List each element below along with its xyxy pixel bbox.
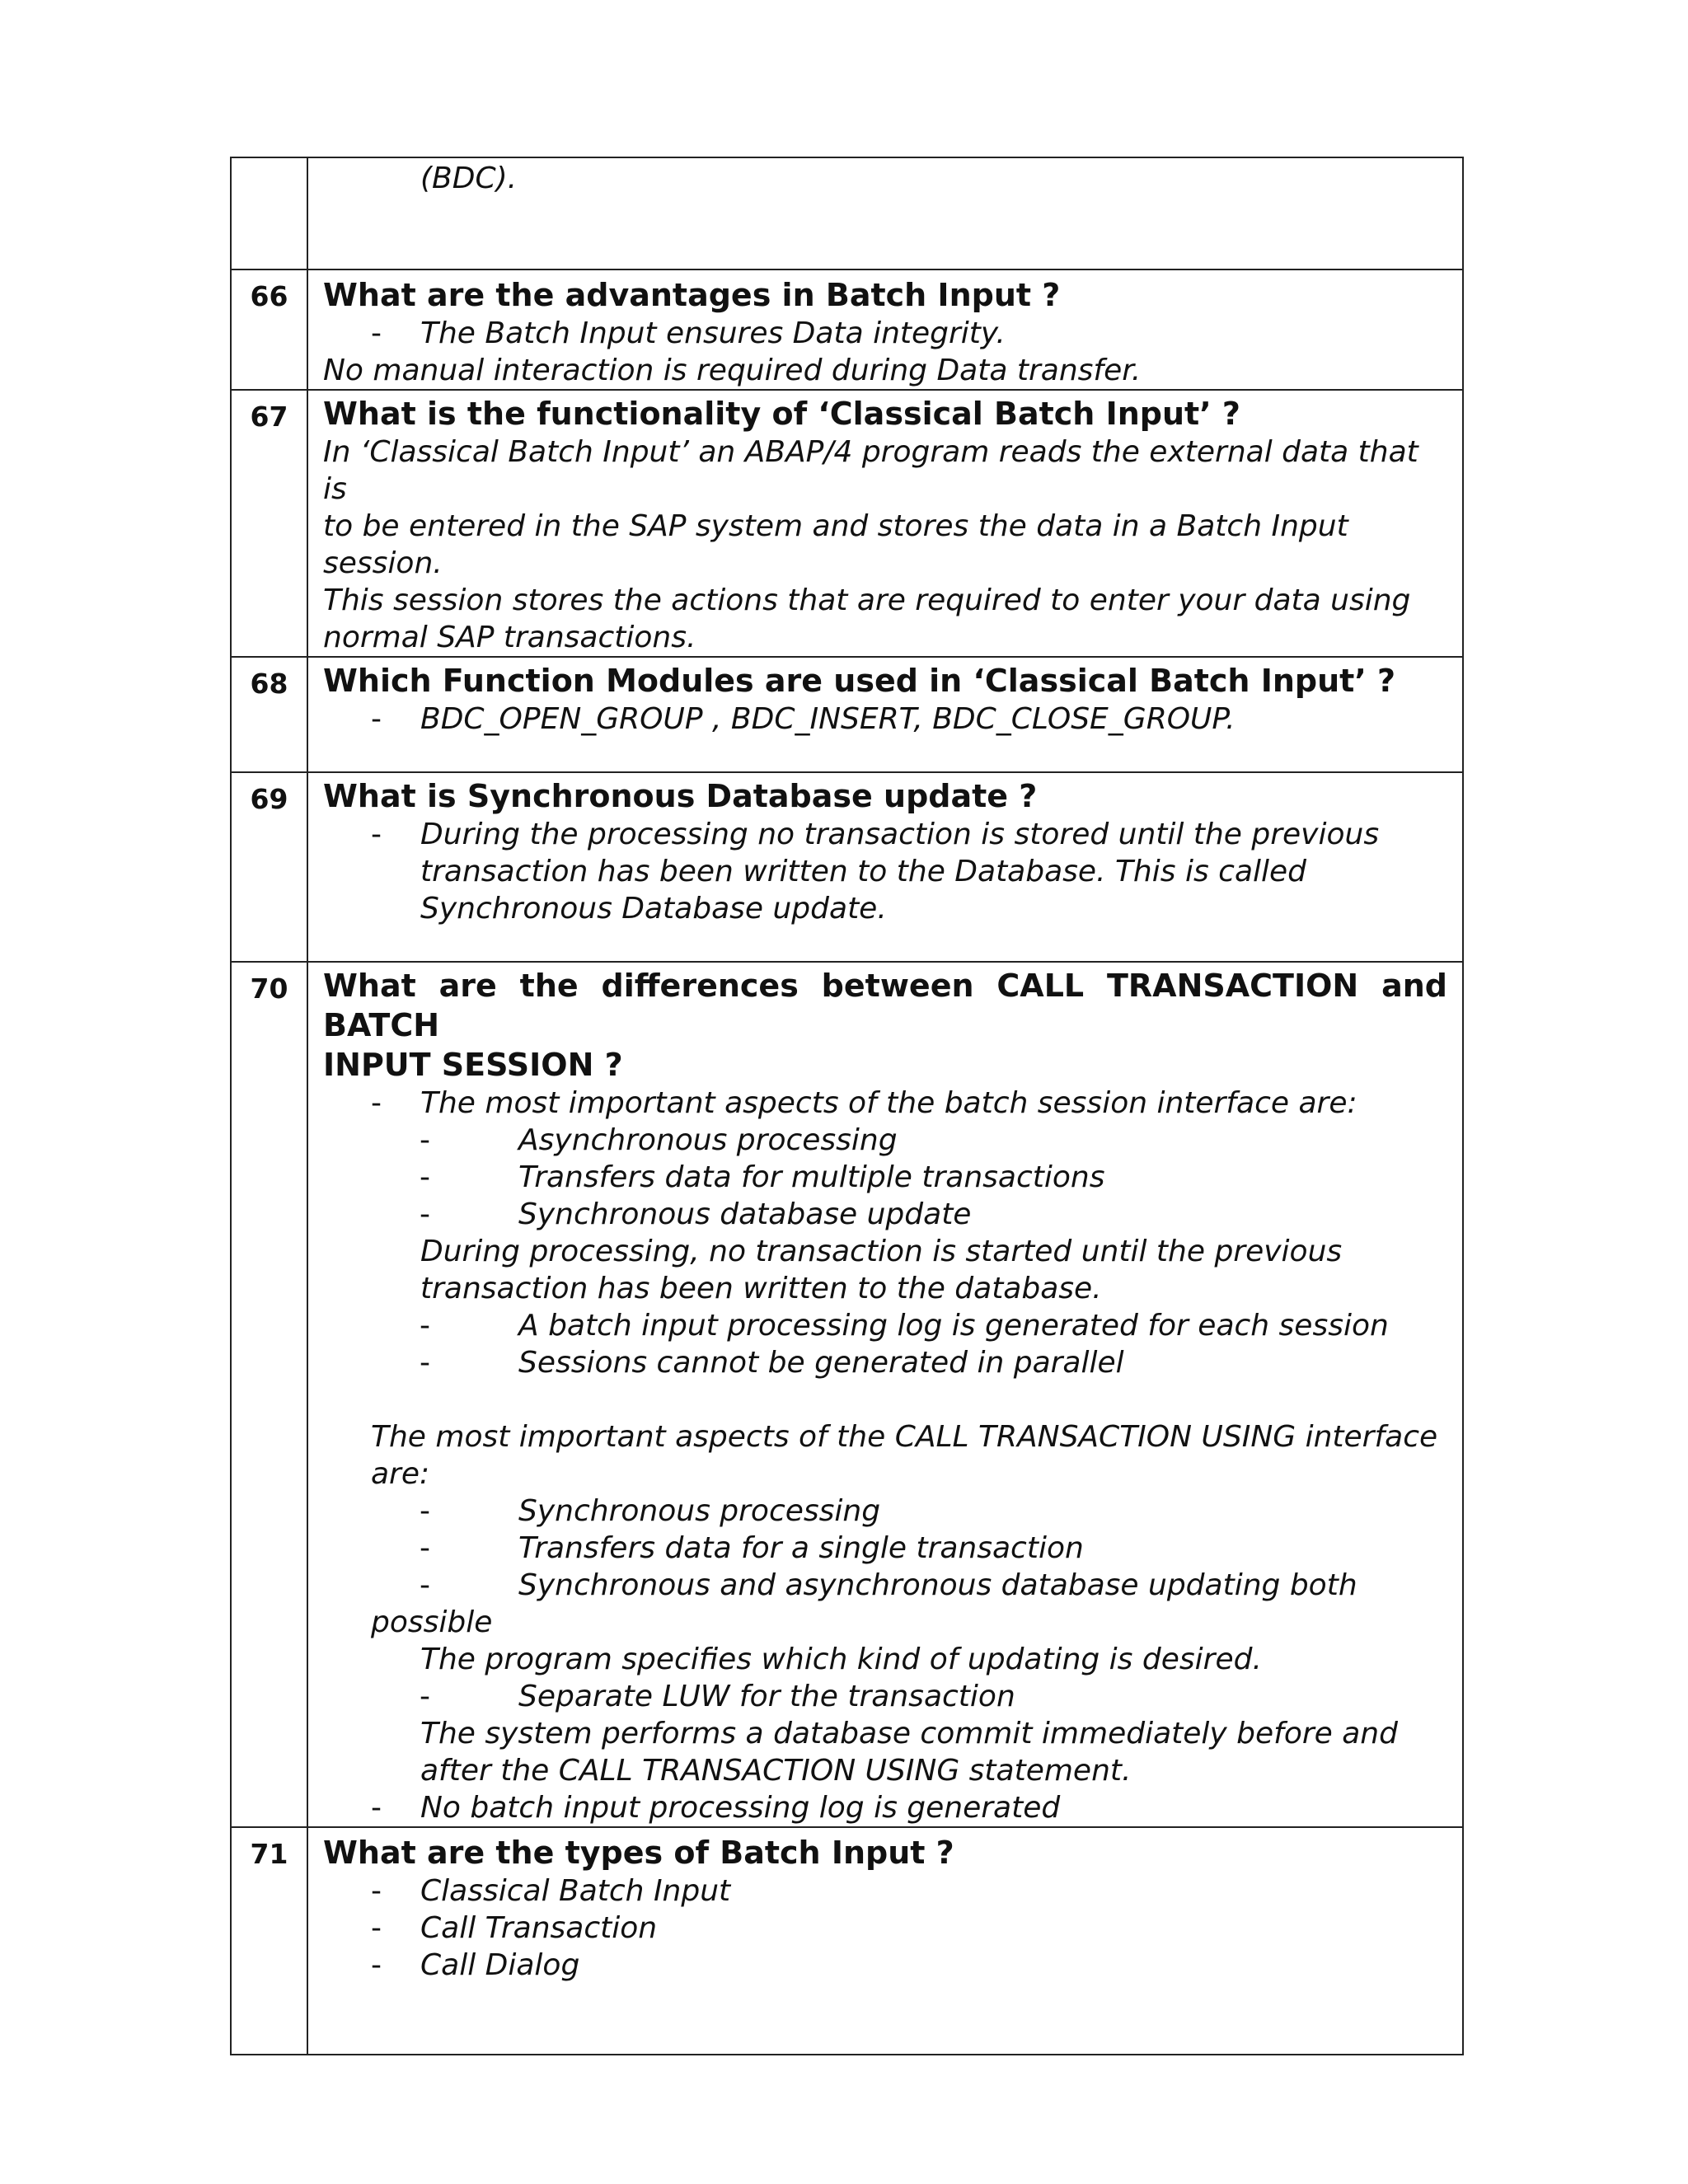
row-number: 67 (231, 390, 307, 657)
answer-bullet (323, 1085, 1447, 1122)
row-number: 71 (231, 1827, 307, 2055)
continuation-line: possible (371, 1605, 493, 1639)
row-number: 70 (231, 962, 307, 1827)
sub-bullet (323, 1530, 1447, 1567)
table-row (231, 1827, 1463, 2055)
row-body (307, 1827, 1463, 2055)
dash-marker: - (371, 702, 382, 736)
dash-marker: - (420, 1494, 430, 1528)
row-body (307, 269, 1463, 390)
question-text: What is the functionality of ‘Classical Batch Input’ ? (323, 396, 1240, 432)
bullet-text: The Batch Input ensures Data integrity. (420, 316, 1006, 350)
question-text: INPUT SESSION ? (323, 1047, 623, 1083)
row-body (307, 390, 1463, 657)
bullet-text: Classical Batch Input (420, 1874, 731, 1908)
bullet-text: Transfers data for a single transaction (518, 1531, 1084, 1565)
bullet-text: Synchronous database update (518, 1197, 972, 1231)
dash-marker: - (371, 316, 382, 350)
dash-marker: - (371, 818, 382, 851)
question-text: What is Synchronous Database update ? (323, 778, 1038, 814)
answer-bullet (323, 1789, 1447, 1826)
table-row (231, 390, 1463, 657)
dash-marker: - (371, 1911, 382, 1945)
sub-bullet (323, 1344, 1447, 1381)
bullet-text: No batch input processing log is generated (420, 1791, 1061, 1825)
bullet-text: Separate LUW for the transaction (518, 1680, 1015, 1713)
note-line: transaction has been written to the database. (420, 1272, 1102, 1305)
sub-bullet (323, 1307, 1447, 1344)
dash-marker: - (420, 1680, 430, 1713)
bullet-text (420, 816, 1379, 927)
note-line: During processing, no transaction is started until the previous (420, 1235, 1343, 1268)
answer-bullet (323, 1910, 1447, 1947)
sub-bullet (323, 1196, 1447, 1233)
sub-bullet (323, 1678, 1447, 1715)
intro-line: The most important aspects of the CALL TRANSACTION USING interface (371, 1420, 1438, 1454)
bullet-text: A batch input processing log is generated for each session (518, 1309, 1389, 1343)
dash-marker: - (371, 1948, 382, 1982)
note-line: The program specifies which kind of updating is desired. (420, 1643, 1262, 1676)
row-body (307, 962, 1463, 1827)
sub-bullet (323, 1159, 1447, 1196)
answer-line: normal SAP transactions. (323, 621, 696, 654)
table-row (231, 772, 1463, 962)
bullet-text: Sessions cannot be generated in parallel (518, 1346, 1124, 1380)
note-line: after the CALL TRANSACTION USING statement. (420, 1754, 1132, 1788)
answer-line: In ‘Classical Batch Input’ an ABAP/4 program reads the external data that is (323, 435, 1418, 506)
bullet-text: Asynchronous processing (518, 1123, 898, 1157)
answer-line: to be entered in the SAP system and stores the data in a Batch Input session. (323, 509, 1348, 580)
dash-marker: - (420, 1197, 430, 1231)
bullet-text: The most important aspects of the batch session interface are: (420, 1086, 1357, 1120)
sub-bullet (323, 1567, 1447, 1604)
dash-marker: - (371, 1086, 382, 1120)
answer-bullet (323, 701, 1447, 738)
dash-marker: - (420, 1531, 430, 1565)
answer-line: This session stores the actions that are required to enter your data using (323, 583, 1411, 617)
question-text: What are the differences between CALL TRANSACTION and BATCH (323, 968, 1447, 1043)
spacer (323, 1381, 1447, 1418)
row-number: 68 (231, 657, 307, 772)
table-row (231, 962, 1463, 1827)
bullet-line: transaction has been written to the Database. This is called (420, 855, 1307, 888)
row-body (307, 657, 1463, 772)
row-number: 66 (231, 269, 307, 390)
answer-bullet (323, 1872, 1447, 1910)
bullet-text: Transfers data for multiple transactions (518, 1160, 1105, 1194)
bullet-text: BDC_OPEN_GROUP , BDC_INSERT, BDC_CLOSE_GROUP. (420, 702, 1236, 736)
bullet-text: Synchronous and asynchronous database updating both (518, 1568, 1357, 1602)
question-text: What are the advantages in Batch Input ? (323, 277, 1061, 313)
note-line: The system performs a database commit immediately before and (420, 1717, 1398, 1750)
dash-marker: - (420, 1123, 430, 1157)
sub-bullet (323, 1122, 1447, 1159)
dash-marker: - (420, 1309, 430, 1343)
bullet-line: Synchronous Database update. (420, 892, 887, 926)
row-body (307, 157, 1463, 269)
bullet-line: During the processing no transaction is stored until the previous (420, 818, 1380, 851)
answer-bullet (323, 816, 1447, 927)
bullet-text: Call Dialog (420, 1948, 580, 1982)
bullet-text: Synchronous processing (518, 1494, 881, 1528)
table-row (231, 269, 1463, 390)
question-text: Which Function Modules are used in ‘Classical Batch Input’ ? (323, 663, 1396, 699)
dash-marker: - (420, 1160, 430, 1194)
dash-marker: - (420, 1568, 430, 1602)
intro-line: are: (371, 1457, 430, 1491)
sub-bullet (323, 1493, 1447, 1530)
answer-bullet (323, 1947, 1447, 1984)
dash-marker: - (420, 1346, 430, 1380)
answer-bullet (323, 315, 1447, 352)
qa-table (230, 157, 1464, 2055)
bullet-text: Call Transaction (420, 1911, 658, 1945)
dash-marker: - (371, 1791, 382, 1825)
row-body (307, 772, 1463, 962)
question-text: What are the types of Batch Input ? (323, 1835, 954, 1871)
table-row (231, 157, 1463, 269)
dash-marker: - (371, 1874, 382, 1908)
answer-text: No manual interaction is required during Data transfer. (323, 354, 1142, 387)
table-row (231, 657, 1463, 772)
continuation-text: (BDC). (420, 162, 518, 195)
row-number (231, 157, 307, 269)
row-number: 69 (231, 772, 307, 962)
